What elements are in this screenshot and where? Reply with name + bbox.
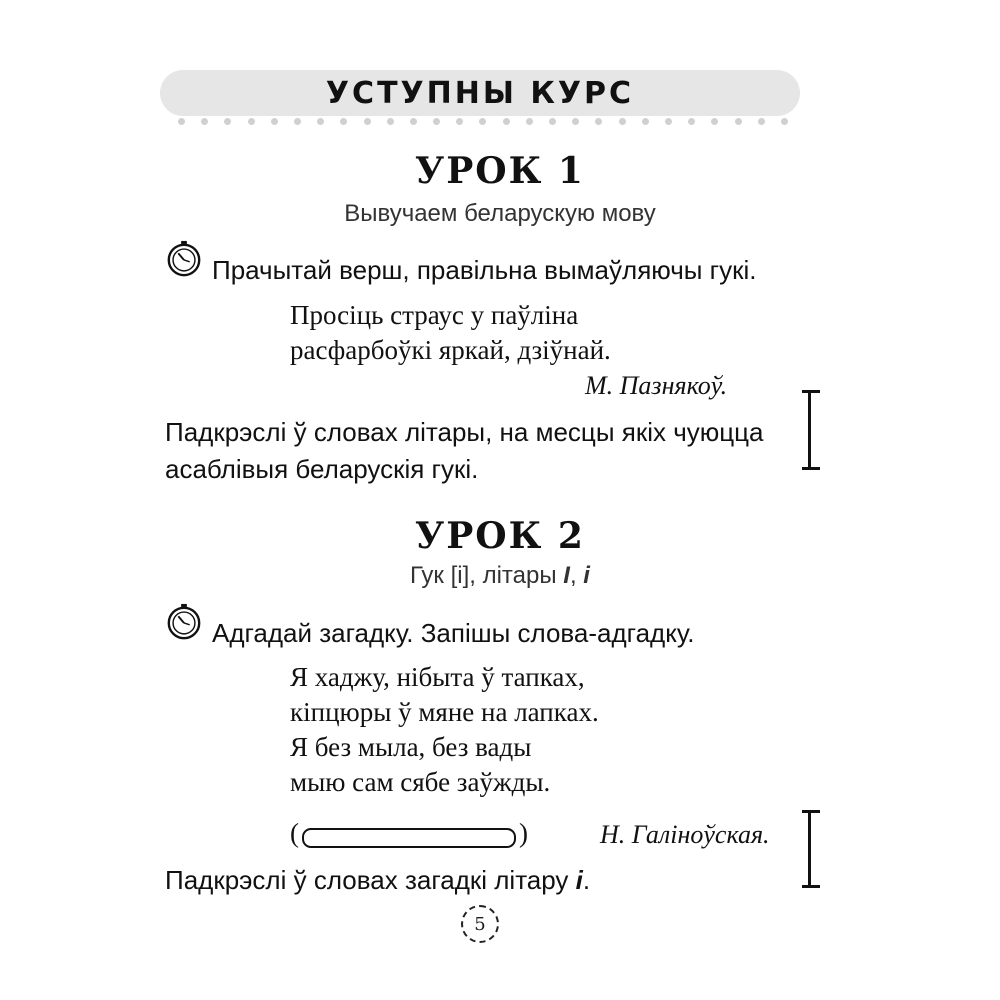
lesson-2-title: УРОК 2 [415,515,585,557]
page-number: 5 [461,905,499,943]
poem-line: расфарбоўкі яркай, дзіўнай. [290,335,611,365]
lesson-2-instruction: Падкрэслі ў словах загадкі літару і. [165,865,591,895]
margin-bracket [808,390,821,470]
lesson-1-title: УРОК 1 [415,150,585,192]
margin-bracket [808,810,821,888]
lesson-2-author: Н. Галіноўская. [600,820,770,849]
instruction-line: асаблівыя беларускія гукі. [165,454,479,484]
stopwatch-icon [165,240,203,278]
poem-line: кіпцюры ў мяне на лапках. [290,697,599,727]
instruction-line: Падкрэслі ў словах літары, на месцы якіх чуюцца [165,417,764,447]
stopwatch-icon [165,603,203,641]
answer-input[interactable] [302,828,516,848]
section-title: УСТУПНЫ КУРС [325,75,635,111]
poem-line: Просіць страус у паўліна [290,300,579,330]
lesson-2-task: Адгадай загадку. Запішы слова-адгадку. [212,618,695,648]
answer-field-row: ( ) [290,818,528,848]
lesson-1-instruction [165,414,763,488]
poem-line: Я без мыла, без вады [290,732,532,762]
section-header [160,70,800,116]
poem-line: Я хаджу, нібыта ў тапках, [290,662,585,692]
lesson-2-poem [290,660,599,800]
lesson-1-poem [290,298,611,368]
lesson-1-task: Прачытай верш, правільна вымаўляючы гукі. [212,255,757,285]
poem-line: мыю сам сябе заўжды. [290,767,551,797]
decorative-dots [178,118,788,128]
lesson-2-subtitle: Гук [і], літары І, і [410,562,590,589]
lesson-1-subtitle: Вывучаем беларускую мову [344,200,656,227]
lesson-1-author: М. Пазнякоў. [585,371,728,400]
